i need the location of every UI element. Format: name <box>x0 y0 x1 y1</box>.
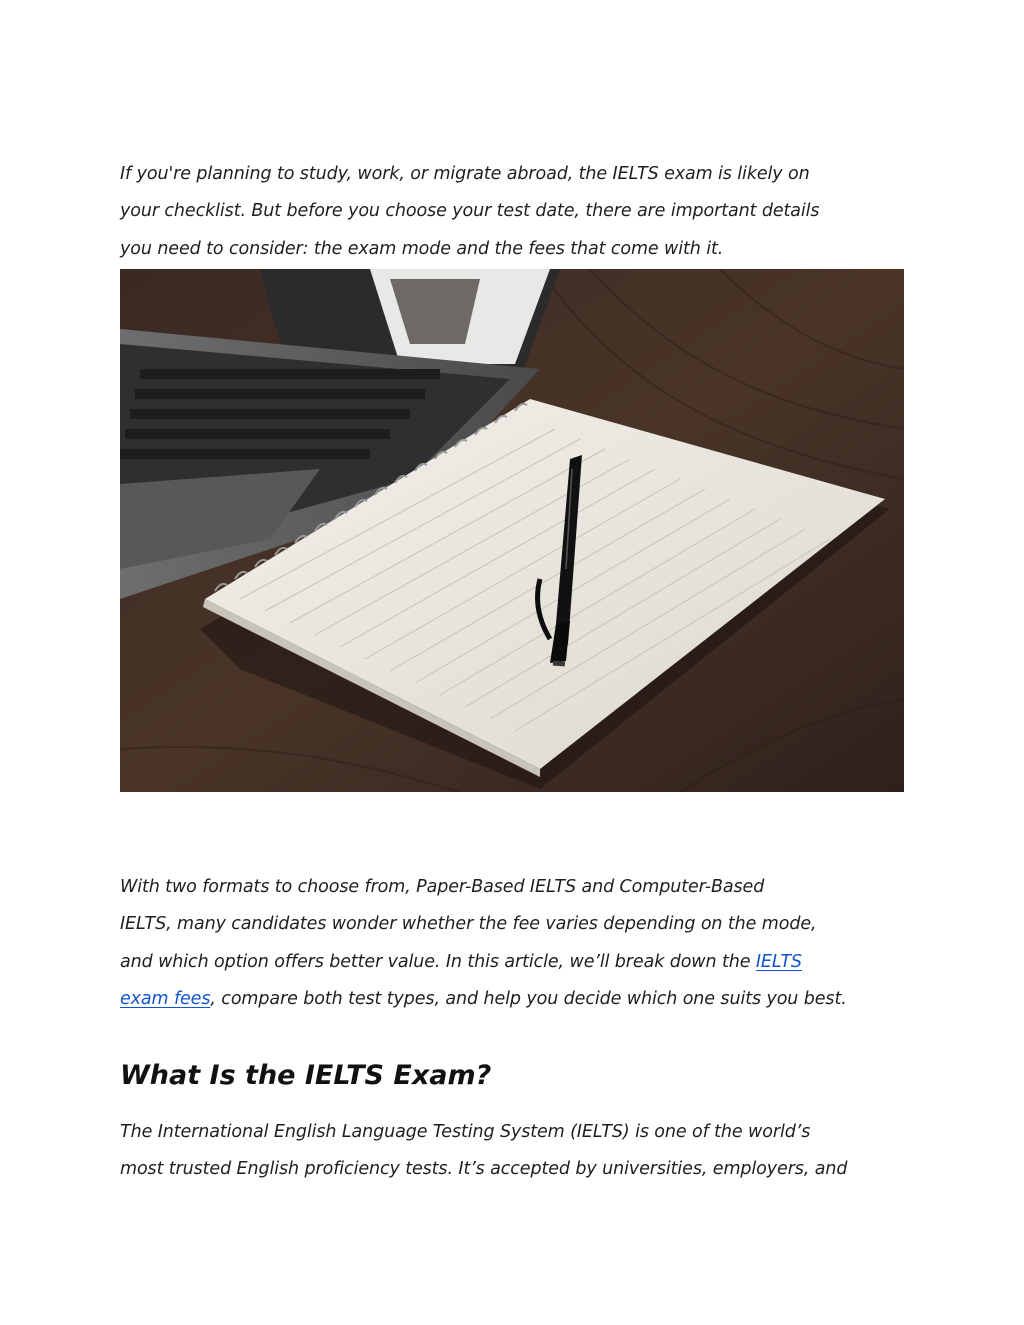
document-page <box>120 0 904 1325</box>
ielts-exam-fees-link[interactable]: IELTS <box>755 951 802 972</box>
section-paragraph <box>120 1114 904 1189</box>
intro-line: your checklist. But before you choose your test date, there are important details <box>120 201 820 222</box>
intro-paragraph <box>120 156 904 268</box>
laptop-notebook-pen-photo <box>120 269 904 792</box>
section-heading: What Is the IELTS Exam? <box>120 1060 492 1091</box>
formats-line <box>120 981 904 1018</box>
intro-line: you need to consider: the exam mode and the fees that come with it. <box>120 238 724 259</box>
formats-paragraph <box>120 869 904 1018</box>
formats-line: IELTS, many candidates wonder whether the fee varies depending on the mode, <box>120 914 817 935</box>
formats-line-text: , compare both test types, and help you decide which one suits you best. <box>210 988 847 1009</box>
section-line: most trusted English proficiency tests. It’s accepted by universities, employers, and <box>120 1159 848 1180</box>
ielts-exam-fees-link-continued[interactable]: exam fees <box>120 988 211 1009</box>
intro-line: If you're planning to study, work, or migrate abroad, the IELTS exam is likely on <box>120 164 810 184</box>
section-line: The International English Language Testing System (IELTS) is one of the world’s <box>120 1122 811 1142</box>
formats-line-text: and which option offers better value. In this article, we’ll break down the <box>120 951 756 972</box>
formats-line: With two formats to choose from, Paper-Based IELTS and Computer-Based <box>120 877 765 897</box>
formats-line <box>120 944 904 981</box>
